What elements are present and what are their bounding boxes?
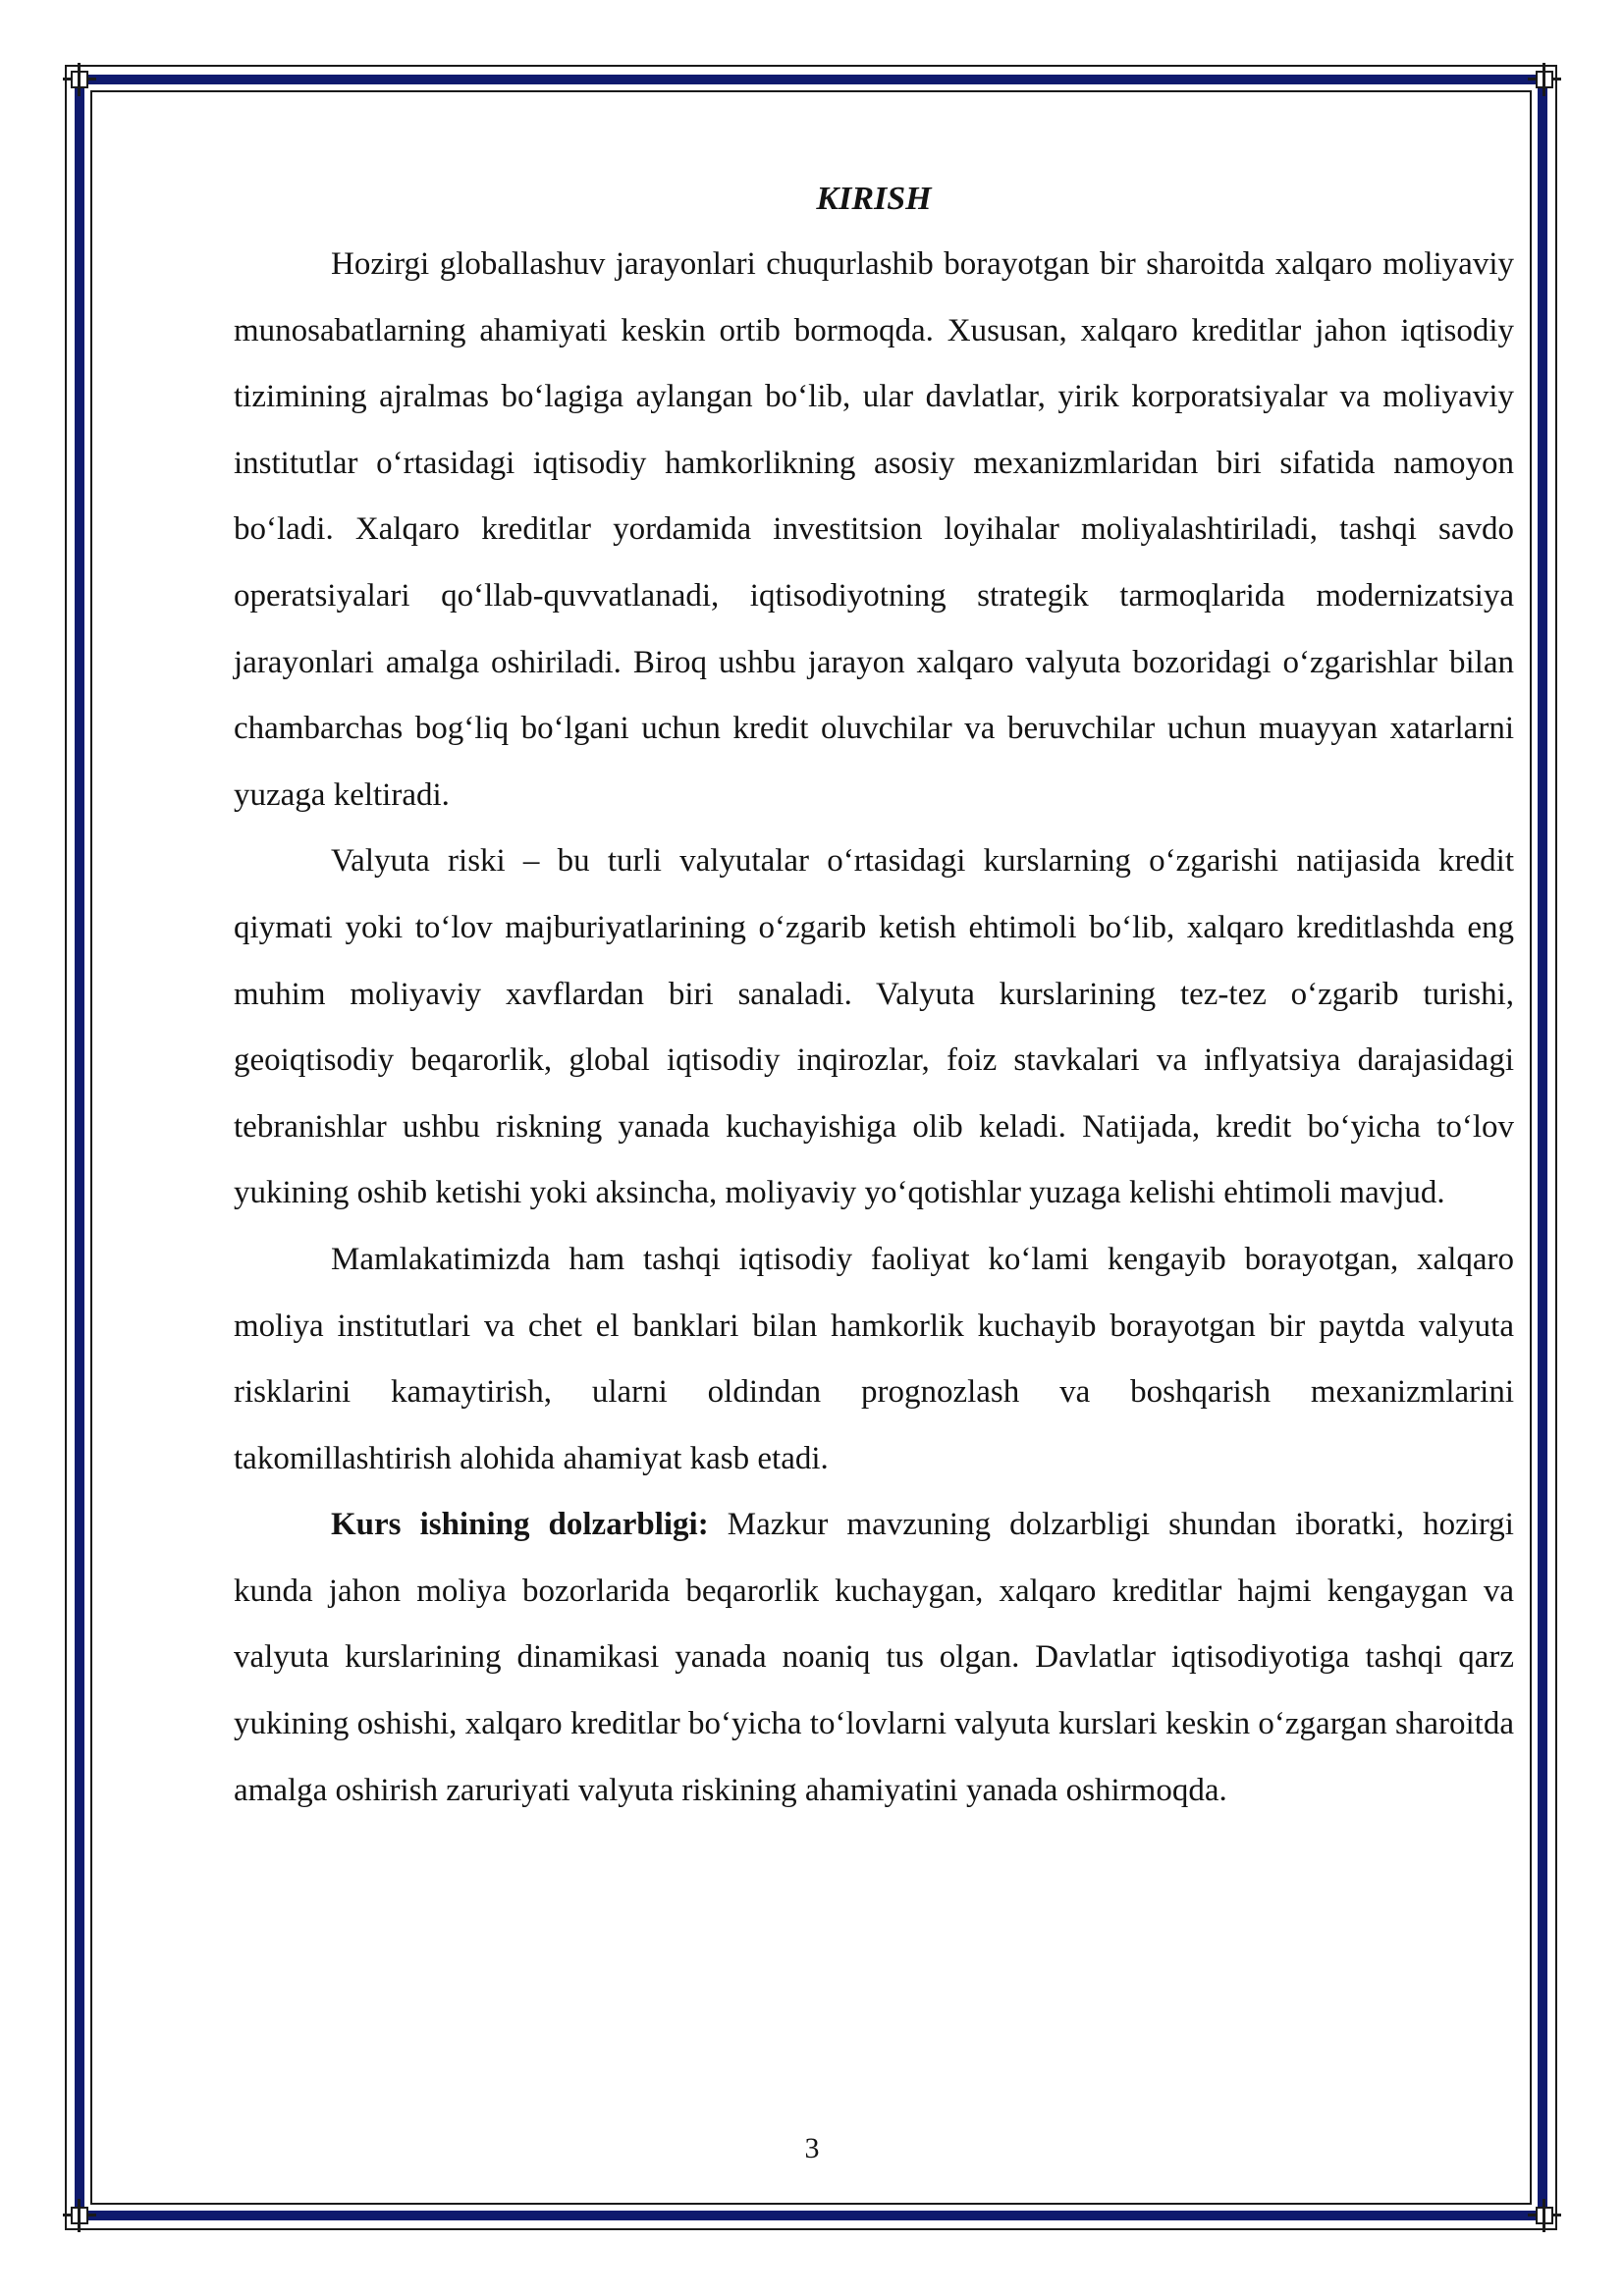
- paragraph-text: Mazkur mavzuning dolzarbligi shundan iboratki, hozirgi kunda jahon moliya bozorlarida beqarorlik kuchaygan, xalqaro kreditlar hajmi kengaygan va valyuta kurslarining dinamikasi yanada noaniq tus olgan. Davlatlar iqtisodiyotiga tashqi qarz yukining oshishi, xalqaro kreditlar bo‘yicha to‘lovlarni valyuta kurslari keskin o‘zgargan sharoitda amalga oshirish zaruriyati valyuta riskining ahamiyatini yanada oshirmoqda.: [234, 1507, 1514, 1808]
- corner-ornament-icon: [63, 2199, 96, 2232]
- corner-ornament-icon: [1528, 63, 1561, 96]
- paragraph-relevance: [234, 1492, 1514, 1824]
- paragraph-currency-risk: [234, 828, 1514, 1227]
- paragraph-country: [234, 1227, 1514, 1492]
- document-body: [234, 167, 1514, 1824]
- paragraph-intro: [234, 232, 1514, 828]
- corner-ornament-icon: [1528, 2199, 1561, 2232]
- paragraph-text: Hozirgi globallashuv jarayonlari chuqurlashib borayotgan bir sharoitda xalqaro moliyaviy munosabatlarning ahamiyati keskin ortib bormoqda. Xususan, xalqaro kreditlar jahon iqtisodiy tizimining ajralmas bo‘lagiga aylangan bo‘lib, ular davlatlar, yirik korporatsiyalar va moliyaviy institutlar o‘rtasidagi iqtisodiy hamkorlikning asosiy mexanizmlaridan biri sifatida namoyon bo‘ladi. Xalqaro kreditlar yordamida investitsion loyihalar moliyalashtiriladi, tashqi savdo operatsiyalari qo‘llab-quvvatlanadi, iqtisodiyotning strategik tarmoqlarida modernizatsiya jarayonlari amalga oshiriladi. Biroq ushbu jarayon xalqaro valyuta bozoridagi o‘zgarishlar bilan chambarchas bog‘liq bo‘lgani uchun kredit oluvchilar va beruvchilar uchun muayyan xatarlarni yuzaga keltiradi.: [234, 246, 1514, 813]
- paragraph-lead: Kurs ishining dolzarbligi:: [331, 1507, 709, 1543]
- page-title: KIRISH: [816, 181, 932, 217]
- paragraph-text: Mamlakatimizda ham tashqi iqtisodiy faoliyat ko‘lami kengayib borayotgan, xalqaro moliya institutlari va chet el banklari bilan hamkorlik kuchayib borayotgan bir paytda valyuta risklarini kamaytirish, ularni oldindan prognozlash va boshqarish mexanizmlarini takomillashtirish alohida ahamiyat kasb etadi.: [234, 1241, 1514, 1476]
- page-number: 3: [804, 2132, 820, 2164]
- paragraph-text: Valyuta riski – bu turli valyutalar o‘rtasidagi kurslarning o‘zgarishi natijasida kredit qiymati yoki to‘lov majburiyatlarining o‘zgarib ketish ehtimoli bo‘lib, xalqaro kreditlashda eng muhim moliyaviy xavflardan biri sanaladi. Valyuta kurslarining tez-tez o‘zgarib turishi, geoiqtisodiy beqarorlik, global iqtisodiy inqirozlar, foiz stavkalari va inflyatsiya darajasidagi tebranishlar ushbu riskning yanada kuchayishiga olib keladi. Natijada, kredit bo‘yicha to‘lov yukining oshib ketishi yoki aksincha, moliyaviy yo‘qotishlar yuzaga kelishi ehtimoli mavjud.: [234, 843, 1514, 1211]
- corner-ornament-icon: [63, 63, 96, 96]
